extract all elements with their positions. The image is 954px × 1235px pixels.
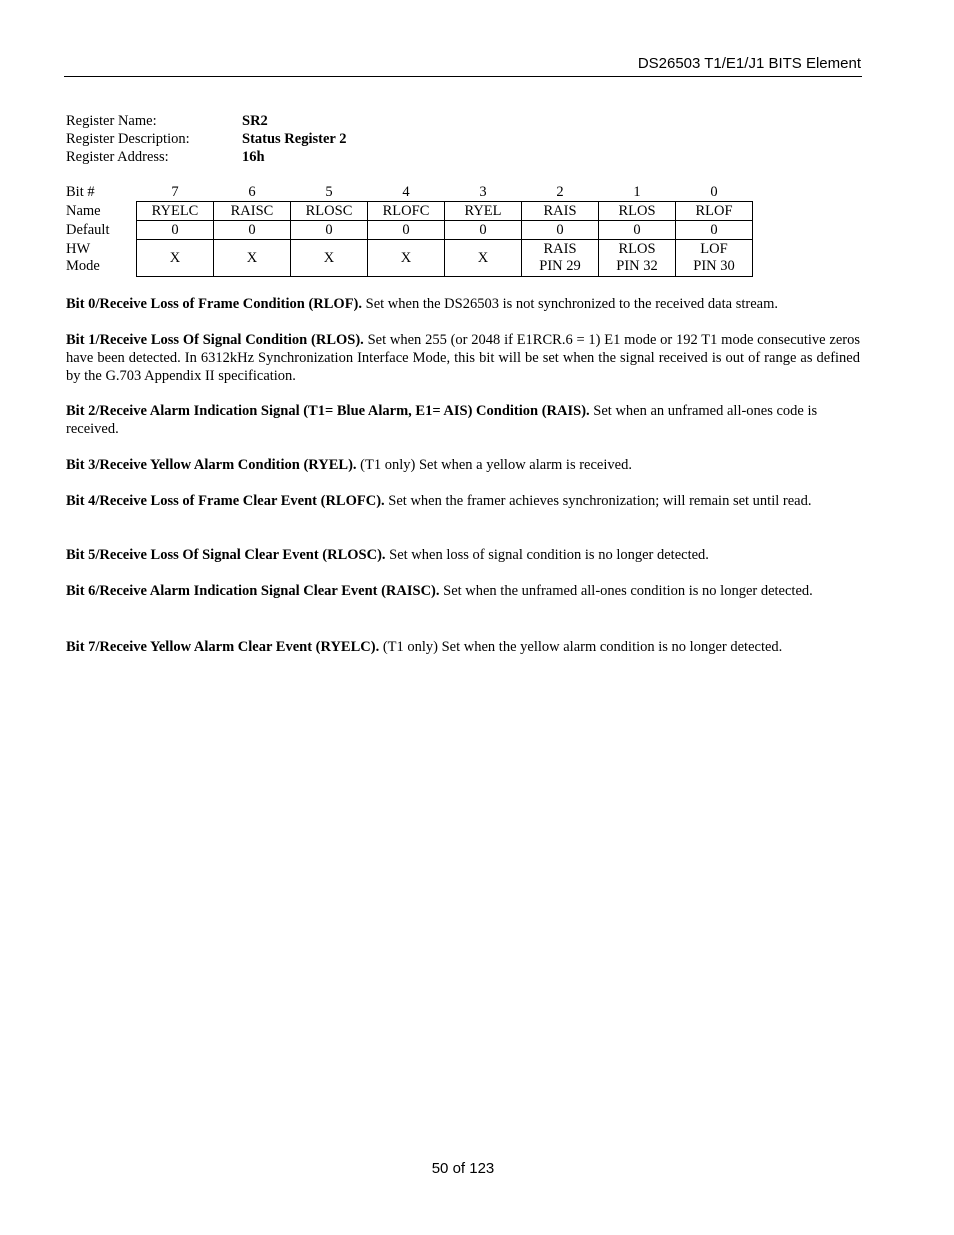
- bit-1-text: Set when 255 (or 2048 if E1RCR.6 = 1) E1 mode or 192 T1 mode consecutive zeros have been detected. In 6312kHz Synchronization Interface Mode, this bit will be set when the signal received is out of range as defined by the G.703 Appendix II specification.: [66, 332, 860, 384]
- bit-5-text: Set when loss of signal condition is no longer detected.: [385, 547, 709, 563]
- document-header-title: DS26503 T1/E1/J1 BITS Element: [637, 55, 861, 72]
- bit-5-title: Bit 5/Receive Loss Of Signal Clear Event (RLOSC).: [66, 547, 386, 563]
- bit-1-description: [66, 331, 860, 385]
- bit-number-cell: 5: [325, 183, 333, 200]
- page-number: 50 of 123: [431, 1160, 495, 1177]
- bit-number-cell: 6: [248, 183, 256, 200]
- bit-number-cell: 2: [556, 183, 564, 200]
- bit-3-title: Bit 3/Receive Yellow Alarm Condition (RYEL).: [66, 457, 357, 473]
- bit-number-cell: 0: [710, 183, 718, 200]
- bit-number-cell: 1: [633, 183, 641, 200]
- bit-number-cell: 4: [402, 183, 410, 200]
- hw-mode-line2: PIN 32: [616, 258, 658, 274]
- register-name-value: SR2: [242, 113, 268, 129]
- hw-mode-line2: PIN 30: [693, 258, 735, 274]
- bit-0-text: Set when the DS26503 is not synchronized to the received data stream.: [362, 296, 778, 312]
- register-description-label: Register Description:: [66, 131, 190, 147]
- bit-7-text: (T1 only) Set when the yellow alarm condition is no longer detected.: [379, 639, 783, 655]
- hw-mode-line1: X: [246, 249, 258, 266]
- bit-5-description: [66, 546, 860, 564]
- bit-hw-mode-cell: [368, 240, 445, 277]
- bit-default-cell: 0: [137, 221, 214, 240]
- register-address-value: 16h: [242, 149, 265, 165]
- bit-hw-mode-label: [64, 240, 137, 277]
- bit-default-cell: 0: [676, 221, 753, 240]
- bit-hw-mode-cell: [291, 240, 368, 277]
- bit-3-text: (T1 only) Set when a yellow alarm is received.: [356, 457, 632, 473]
- hw-mode-line1: RAIS: [543, 241, 577, 257]
- register-name-label: Register Name:: [66, 113, 157, 129]
- register-description-value: Status Register 2: [242, 131, 347, 147]
- bit-name-cell: RLOSC: [291, 202, 368, 221]
- bit-4-text: Set when the framer achieves synchronization; will remain set until read.: [384, 493, 812, 509]
- bit-default-cell: 0: [599, 221, 676, 240]
- bit-2-text: Set when an unframed all-ones code is received.: [66, 403, 818, 437]
- hw-label-line1: HW: [66, 241, 91, 257]
- bit-hw-mode-row: [64, 240, 753, 277]
- bit-6-title: Bit 6/Receive Alarm Indication Signal Clear Event (RAISC).: [66, 583, 440, 599]
- bit-name-cell: RAIS: [522, 202, 599, 221]
- register-name-row: [66, 112, 346, 130]
- bit-hw-mode-cell: [676, 240, 753, 277]
- register-address-label: Register Address:: [66, 149, 169, 165]
- bit-name-label: Name: [66, 202, 101, 219]
- bit-number-label: Bit #: [66, 183, 95, 200]
- bit-6-description: [66, 582, 860, 600]
- bit-hw-mode-cell: [214, 240, 291, 277]
- bit-default-cell: 0: [522, 221, 599, 240]
- bit-1-title: Bit 1/Receive Loss Of Signal Condition (RLOS).: [66, 332, 364, 348]
- bit-4-title: Bit 4/Receive Loss of Frame Clear Event (RLOFC).: [66, 493, 385, 509]
- bit-hw-mode-cell: [137, 240, 214, 277]
- bit-default-cell: 0: [291, 221, 368, 240]
- bit-name-cell: RAISC: [214, 202, 291, 221]
- bit-name-row: [64, 202, 753, 221]
- bit-default-cell: 0: [368, 221, 445, 240]
- bit-default-cell: 0: [214, 221, 291, 240]
- bit-hw-mode-cell: [522, 240, 599, 277]
- bit-2-description: [66, 402, 860, 438]
- hw-mode-line1: X: [400, 249, 412, 266]
- bit-name-cell: RLOFC: [368, 202, 445, 221]
- header-rule: [64, 76, 862, 77]
- hw-mode-line1: X: [477, 249, 489, 266]
- bit-7-description: [66, 638, 860, 656]
- hw-label-line2: Mode: [66, 258, 100, 274]
- bit-0-title: Bit 0/Receive Loss of Frame Condition (RLOF).: [66, 296, 363, 312]
- bit-0-description: [66, 295, 860, 313]
- hw-mode-line1: X: [323, 249, 335, 266]
- hw-mode-line1: LOF: [700, 241, 728, 257]
- bit-default-label: Default: [66, 221, 110, 238]
- bit-number-cell: 3: [479, 183, 487, 200]
- bit-name-cell: RLOS: [599, 202, 676, 221]
- bit-name-cell: RYEL: [445, 202, 522, 221]
- bit-4-description: [66, 492, 860, 510]
- bit-6-text: Set when the unframed all-ones condition is no longer detected.: [439, 583, 813, 599]
- bit-name-cell: RLOF: [676, 202, 753, 221]
- bit-number-cell: 7: [171, 183, 179, 200]
- bit-2-title: Bit 2/Receive Alarm Indication Signal (T1= Blue Alarm, E1= AIS) Condition (RAIS).: [66, 403, 590, 419]
- bit-default-cell: 0: [445, 221, 522, 240]
- hw-mode-line1: RLOS: [618, 241, 656, 257]
- bit-3-description: [66, 456, 860, 474]
- bit-name-cell: RYELC: [137, 202, 214, 221]
- bit-default-row: [64, 221, 753, 240]
- register-address-row: [66, 148, 346, 166]
- hw-mode-line2: PIN 29: [539, 258, 581, 274]
- bit-hw-mode-cell: [445, 240, 522, 277]
- bit-7-title: Bit 7/Receive Yellow Alarm Clear Event (RYELC).: [66, 639, 380, 655]
- bit-table: [64, 183, 753, 277]
- register-info: [66, 112, 346, 166]
- register-description-row: [66, 130, 346, 148]
- hw-mode-line1: X: [169, 249, 181, 266]
- bit-hw-mode-cell: [599, 240, 676, 277]
- bit-number-row: [64, 183, 753, 202]
